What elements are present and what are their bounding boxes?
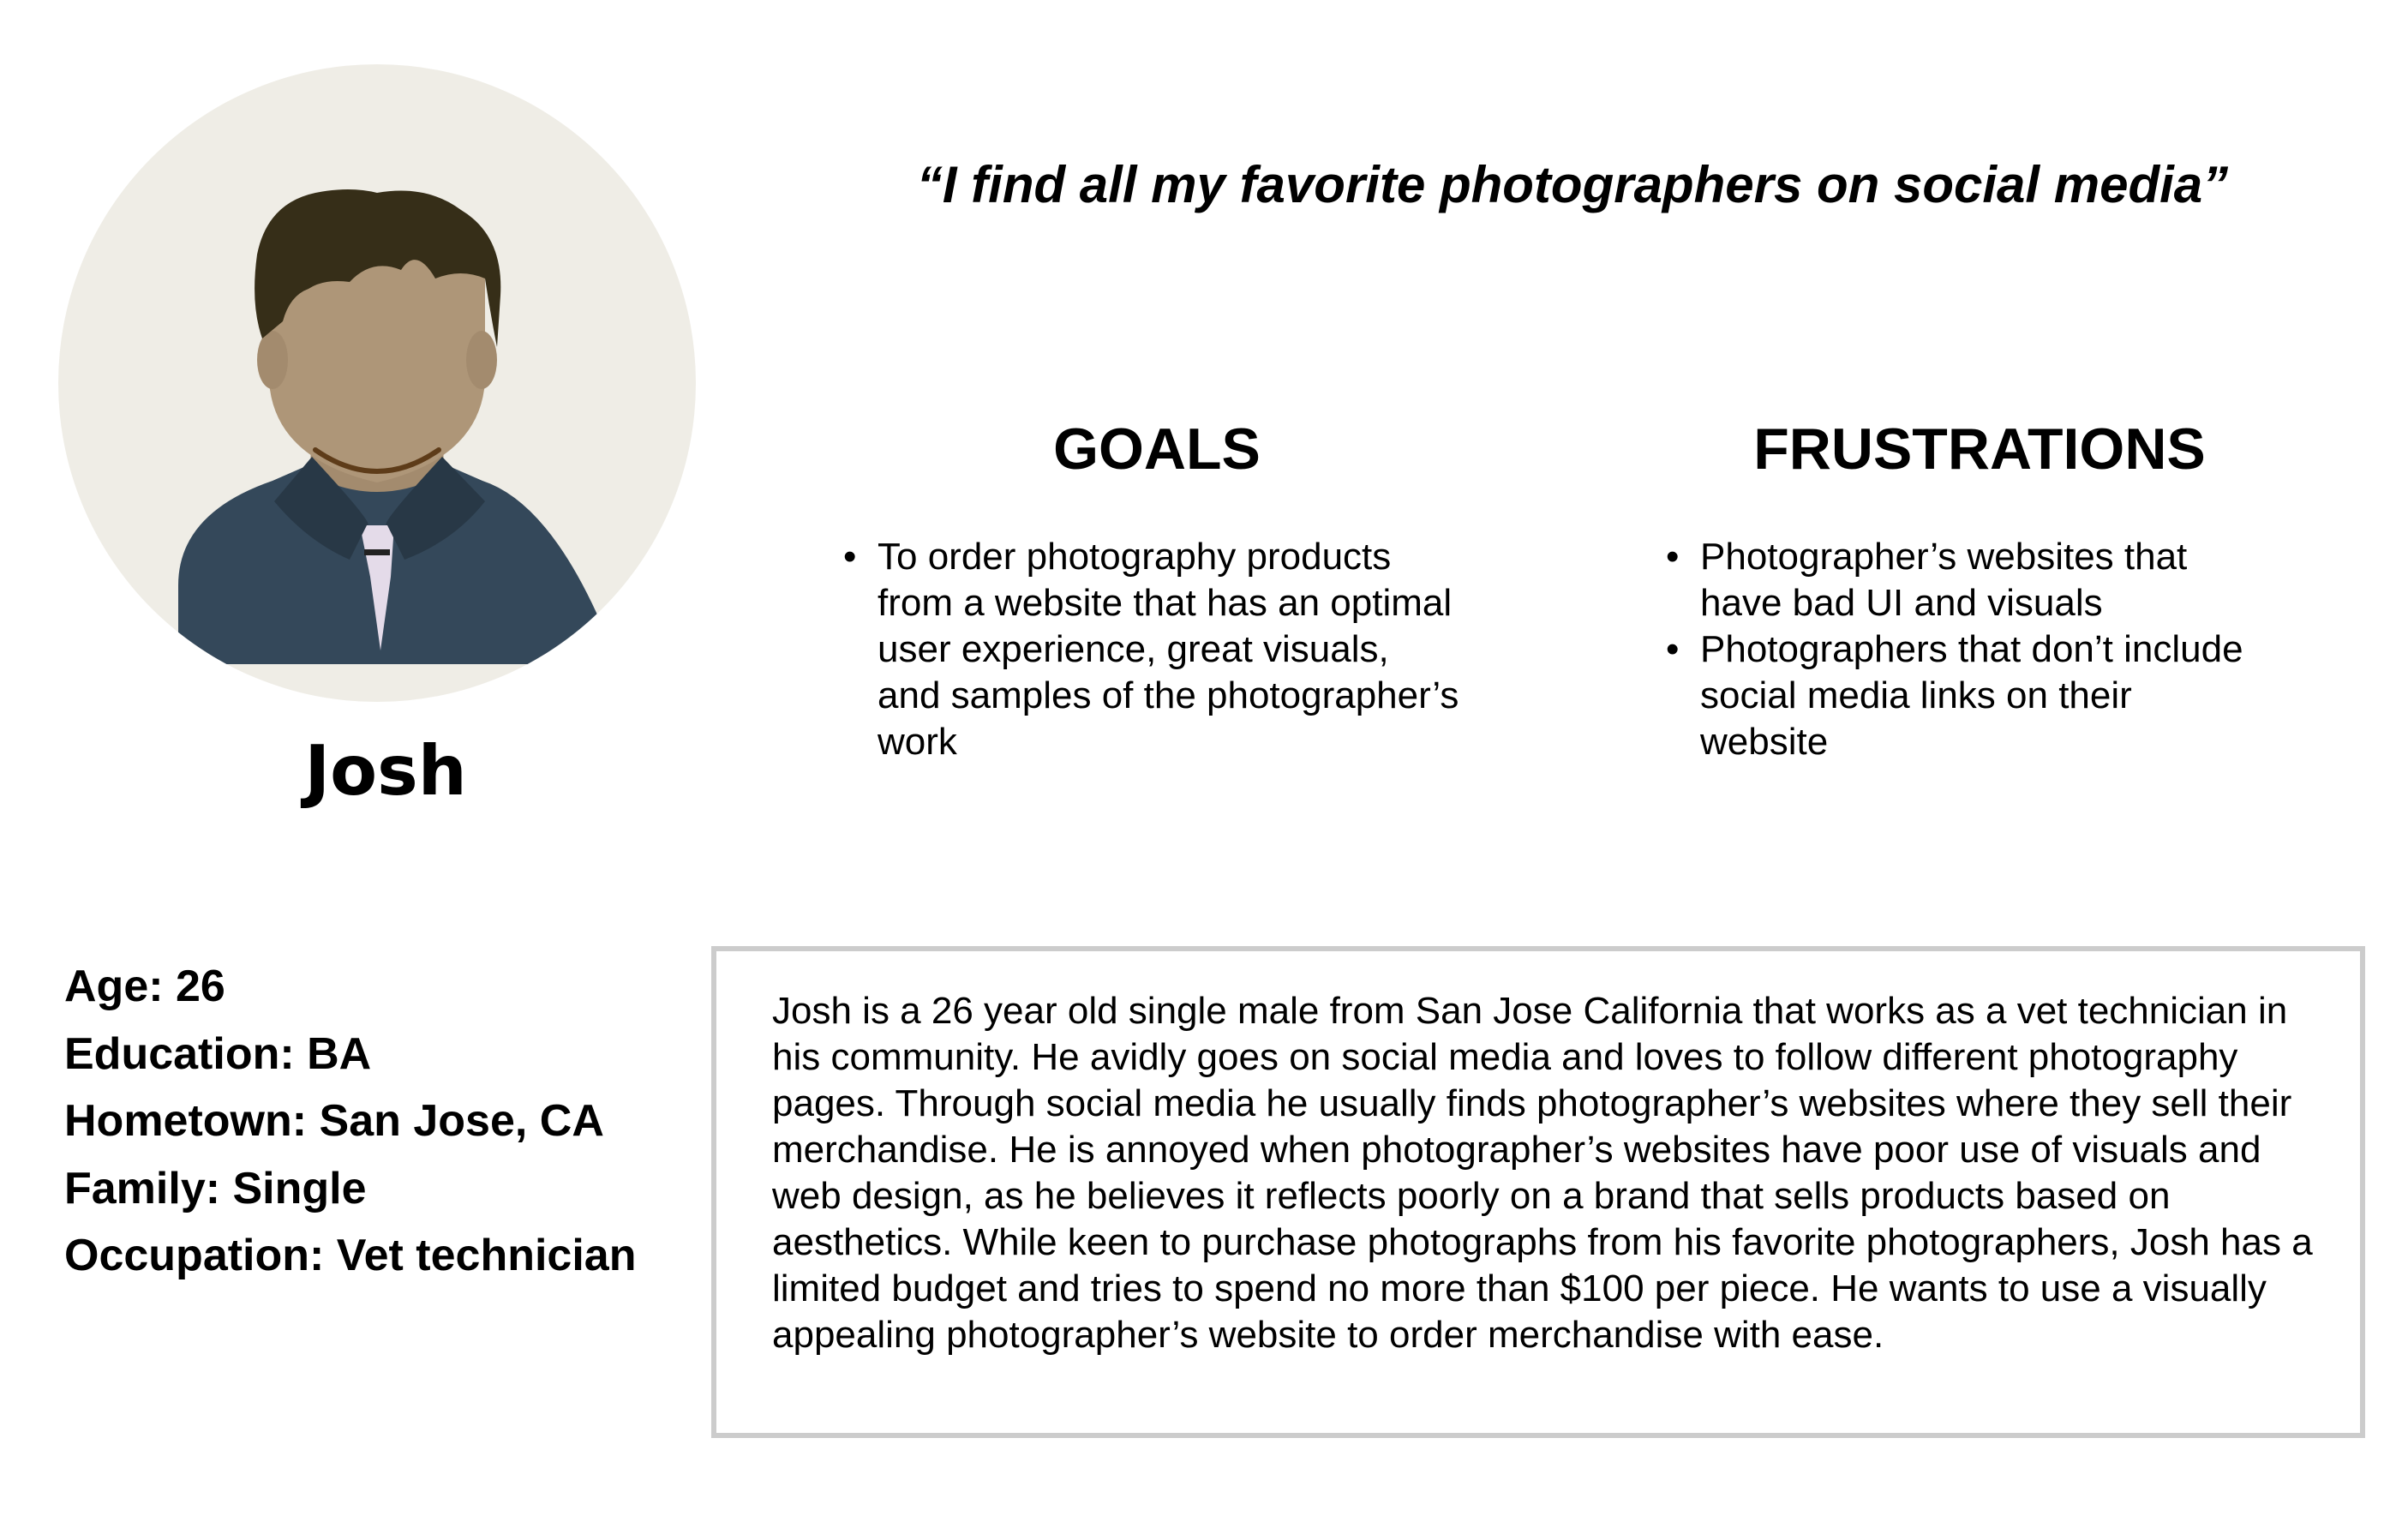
demographic-occupation: Occupation: Vet technician — [64, 1231, 637, 1280]
persona-avatar — [58, 64, 696, 702]
persona-name: Josh — [304, 731, 467, 811]
avatar-illustration — [58, 64, 696, 702]
demographic-education: Education: BA — [64, 1028, 372, 1079]
goals-heading: GOALS — [1053, 416, 1261, 482]
goals-list — [843, 534, 1460, 765]
frustration-item: • Photographers that don’t include social media links on their website — [1666, 626, 2266, 765]
demographic-family: Family: Single — [64, 1163, 367, 1213]
avatar-ear-right — [466, 331, 497, 389]
demographic-age: Age: 26 — [64, 962, 225, 1011]
persona-quote: “I find all my favorite photographers on social media” — [916, 156, 2229, 213]
frustrations-heading: FRUSTRATIONS — [1753, 416, 2206, 482]
bio-box — [711, 946, 2365, 1438]
goal-item: • To order photography products from a website that has an optimal user experience, great visuals, and samples of the photographer’s work — [843, 534, 1460, 765]
avatar-ear-left — [257, 331, 288, 389]
frustration-item: • Photographer’s websites that have bad UI and visuals — [1666, 534, 2266, 626]
bio-text: Josh is a 26 year old single male from San Jose California that works as a vet technician in his community. He avidly goes on social media and loves to follow different photography pages. Through social media he usually finds photographer’s websites where they sell their merchandise. He is annoyed when photographer’s websites have poor use of visuals and web design, as he believes it reflects poorly on a brand that sells products based on aesthetics. While keen to purchase photographs from his favorite photographers, Josh has a limited budget and tries to spend no more than $100 per piece. He wants to use a visually appealing photographer’s website to order merchandise with ease. — [772, 990, 2313, 1356]
demographics-list — [64, 953, 636, 1290]
frustrations-list — [1666, 534, 2266, 765]
demographic-hometown: Hometown: San Jose, CA — [64, 1096, 604, 1146]
avatar-collar-stripe — [364, 549, 390, 555]
